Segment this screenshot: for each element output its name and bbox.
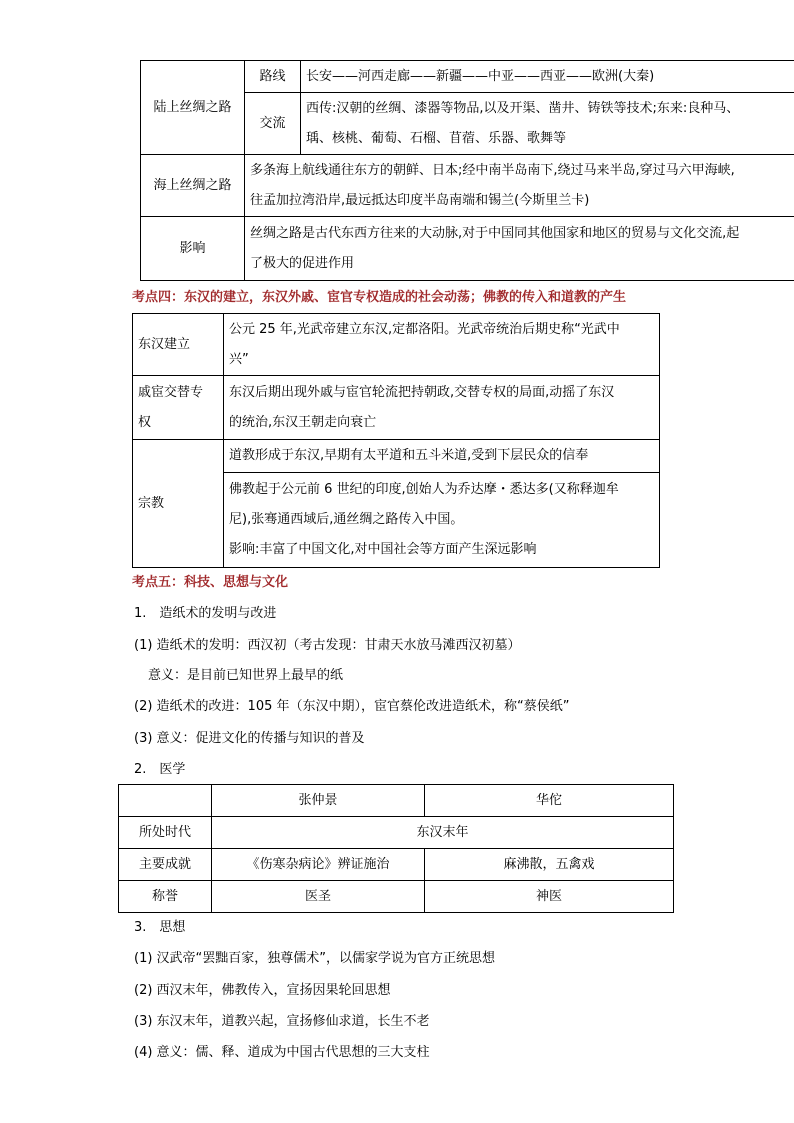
achievement-hua: 麻沸散，五禽戏 bbox=[425, 849, 674, 881]
paper-item-3: (3) 意义：促进文化的传播与知识的普及 bbox=[134, 731, 365, 746]
medicine-title: 2. 医学 bbox=[134, 762, 186, 777]
sea-line-1: 多条海上航线通往东方的朝鲜、日本;经中南半岛南下,绕过马来半岛,穿过马六甲海峡, bbox=[250, 162, 735, 178]
thought-title: 3. 思想 bbox=[134, 920, 186, 935]
buddhism-text bbox=[224, 472, 659, 567]
power-line-1: 东汉后期出现外戚与宦官轮流把持朝政,交替专权的局面,动摇了东汉 bbox=[229, 384, 615, 400]
impact-line-1: 丝绸之路是古代东西方往来的大动脉,对于中国同其他国家和地区的贸易与文化交流,起 bbox=[250, 225, 740, 241]
thought-item-3: (3) 东汉末年，道教兴起，宣扬修仙求道，长生不老 bbox=[134, 1014, 430, 1029]
title-label: 称誉 bbox=[119, 881, 212, 913]
founding-line-1: 公元 25 年,光武帝建立东汉,定都洛阳。光武帝统治后期史称“光武中 bbox=[229, 321, 620, 337]
land-silk-road-label: 陆上丝绸之路 bbox=[141, 61, 245, 155]
power-line-2: 的统治,东汉王朝走向衰亡 bbox=[229, 414, 377, 430]
impact-text bbox=[245, 217, 794, 281]
sea-silk-road-text bbox=[245, 155, 794, 217]
founding-label: 东汉建立 bbox=[133, 314, 224, 376]
medicine-table bbox=[118, 784, 674, 913]
medicine-header-empty bbox=[119, 785, 212, 817]
buddhism-line-3: 影响:丰富了中国文化,对中国社会等方面产生深远影响 bbox=[229, 542, 537, 557]
paper-item-1-meaning: 意义：是目前已知世界上最早的纸 bbox=[148, 668, 344, 683]
exchange-line-2: 瑀、核桃、葡萄、石榴、苜蓿、乐器、歌舞等 bbox=[306, 130, 567, 146]
exchange-line-1: 西传:汉朝的丝绸、漆器等物品,以及开渠、凿井、铸铁等技术;东来:良种马、 bbox=[306, 100, 740, 116]
achievement-zhang: 《伤寒杂病论》辨证施治 bbox=[212, 849, 425, 881]
era-label: 所处时代 bbox=[119, 817, 212, 849]
thought-item-1: (1) 汉武帝“罢黜百家，独尊儒术”，以儒家学说为官方正统思想 bbox=[134, 951, 496, 966]
paper-item-2: (2) 造纸术的改进：105 年（东汉中期），宦官蔡伦改进造纸术，称“蔡侯纸” bbox=[134, 699, 570, 714]
founding-line-2: 兴” bbox=[229, 351, 249, 367]
thought-item-2: (2) 西汉末年，佛教传入，宣扬因果轮回思想 bbox=[134, 983, 391, 998]
silk-road-table bbox=[140, 60, 794, 281]
power-label-line-2: 权 bbox=[138, 414, 152, 430]
achievement-label: 主要成就 bbox=[119, 849, 212, 881]
founding-text bbox=[224, 314, 660, 376]
exchange-label: 交流 bbox=[245, 93, 301, 155]
eastern-han-table bbox=[132, 313, 660, 568]
power-text bbox=[224, 376, 660, 440]
buddhism-line-1: 佛教起于公元前 6 世纪的印度,创始人为乔达摩・悉达多(又称释迦牟 bbox=[229, 482, 619, 497]
buddhism-line-2: 尼),张骞通西域后,通丝绸之路传入中国。 bbox=[229, 512, 464, 527]
title-hua: 神医 bbox=[425, 881, 674, 913]
impact-label: 影响 bbox=[141, 217, 245, 281]
taoism-text: 道教形成于东汉,早期有太平道和五斗米道,受到下层民众的信奉 bbox=[229, 448, 589, 463]
religion-label: 宗教 bbox=[133, 440, 224, 568]
thought-item-4: (4) 意义：儒、释、道成为中国古代思想的三大支柱 bbox=[134, 1045, 430, 1060]
route-text: 长安——河西走廊——新疆——中亚——西亚——欧洲(大秦) bbox=[301, 61, 794, 93]
religion-content bbox=[224, 440, 660, 568]
paper-title: 1. 造纸术的发明与改进 bbox=[134, 606, 277, 621]
sea-line-2: 往孟加拉湾沿岸,最远抵达印度半岛南端和锡兰(今斯里兰卡) bbox=[250, 192, 590, 208]
title-zhang: 医圣 bbox=[212, 881, 425, 913]
paper-item-1: (1) 造纸术的发明：西汉初（考古发现：甘肃天水放马滩西汉初墓） bbox=[134, 638, 521, 653]
exchange-text bbox=[301, 93, 794, 155]
section-5-heading: 考点五：科技、思想与文化 bbox=[132, 575, 289, 590]
power-label-line-1: 戚宦交替专 bbox=[138, 384, 204, 400]
section-4-heading: 考点四：东汉的建立，东汉外戚、宦官专权造成的社会动荡；佛教的传入和道教的产生 bbox=[132, 290, 627, 305]
power-label bbox=[133, 376, 224, 440]
era-value: 东汉末年 bbox=[212, 817, 674, 849]
route-label: 路线 bbox=[245, 61, 301, 93]
medicine-col-hua: 华佗 bbox=[425, 785, 674, 817]
sea-silk-road-label: 海上丝绸之路 bbox=[141, 155, 245, 217]
impact-line-2: 了极大的促进作用 bbox=[250, 255, 355, 271]
medicine-col-zhang: 张仲景 bbox=[212, 785, 425, 817]
